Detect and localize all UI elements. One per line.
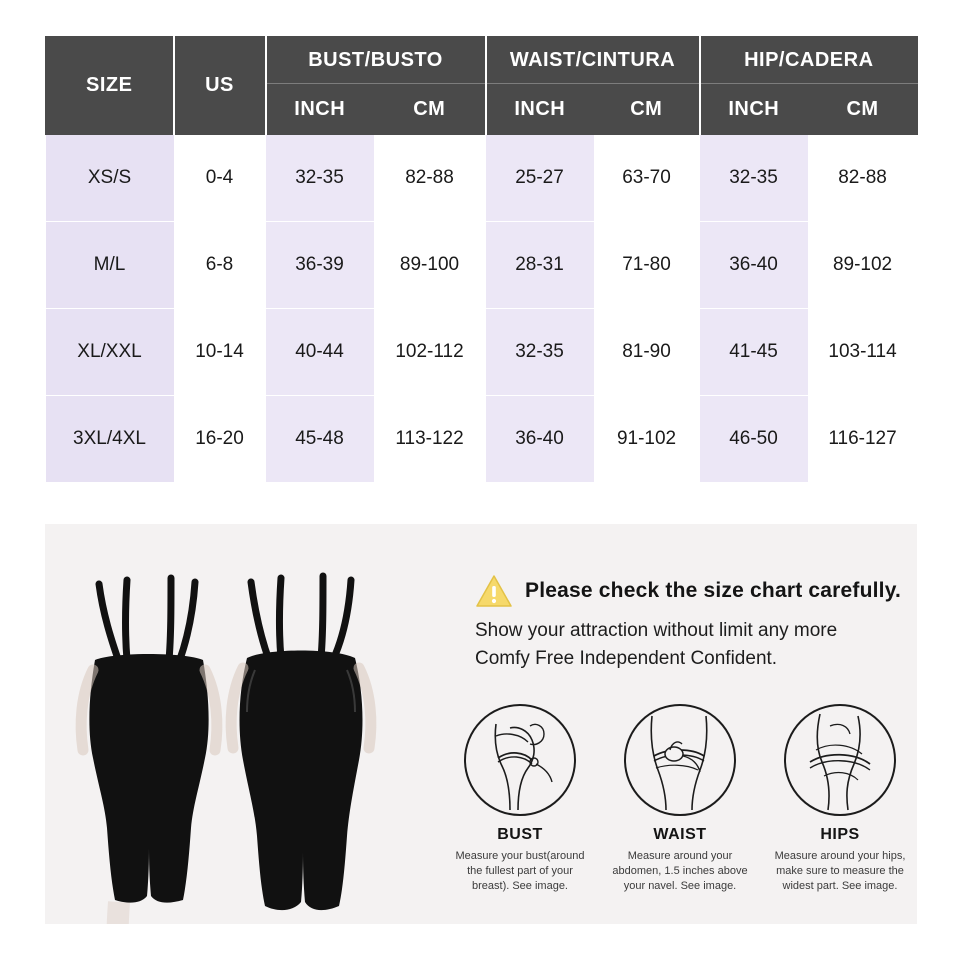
shapewear-illustration: [53, 544, 413, 924]
cell-waist-cm: 63-70: [594, 135, 700, 222]
column-group-hip: HIP/CADERA: [700, 37, 918, 84]
shapewear-front-view: [81, 578, 217, 924]
cell-hip-cm: 103-114: [808, 309, 918, 396]
cell-size: XL/XXL: [46, 309, 174, 396]
cell-hip-cm: 89-102: [808, 222, 918, 309]
cell-bust-inch: 40-44: [266, 309, 374, 396]
measure-guide-hips: [765, 704, 915, 894]
cell-us: 0-4: [174, 135, 266, 222]
cell-waist-cm: 91-102: [594, 396, 700, 483]
measure-label: BUST: [497, 826, 543, 843]
cell-waist-cm: 71-80: [594, 222, 700, 309]
warning-triangle-icon: [475, 574, 513, 608]
measure-label: HIPS: [820, 826, 860, 843]
column-header-hip-inch: INCH: [700, 84, 808, 135]
cell-hip-inch: 41-45: [700, 309, 808, 396]
table-row: [46, 309, 918, 396]
column-group-waist: WAIST/CINTURA: [486, 37, 700, 84]
product-info-panel: [45, 524, 917, 924]
column-header-waist-inch: INCH: [486, 84, 594, 135]
cell-size: XS/S: [46, 135, 174, 222]
size-chart-table: [45, 36, 918, 482]
notice-block: [475, 574, 911, 671]
column-header-hip-cm: CM: [808, 84, 918, 135]
cell-us: 6-8: [174, 222, 266, 309]
cell-waist-inch: 32-35: [486, 309, 594, 396]
cell-bust-cm: 113-122: [374, 396, 486, 483]
bust-measure-icon: [464, 704, 576, 816]
measure-description: Measure around your abdomen, 1.5 inches above your navel. See image.: [612, 850, 748, 892]
table-row: [46, 222, 918, 309]
column-header-us: US: [174, 37, 266, 135]
cell-waist-cm: 81-90: [594, 309, 700, 396]
cell-waist-inch: 28-31: [486, 222, 594, 309]
notice-line-1: Show your attraction without limit any more: [475, 620, 838, 641]
cell-size: M/L: [46, 222, 174, 309]
measure-description: Measure your bust(around the fullest part of your breast). See image.: [455, 850, 585, 892]
cell-bust-inch: 45-48: [266, 396, 374, 483]
notice-line-2: Comfy Free Independent Confident.: [475, 647, 778, 669]
measure-guide-waist: [605, 704, 755, 894]
cell-hip-inch: 46-50: [700, 396, 808, 483]
table-header-row-groups: [46, 37, 918, 84]
cell-us: 10-14: [174, 309, 266, 396]
shapewear-back-view: [231, 576, 371, 910]
cell-hip-cm: 82-88: [808, 135, 918, 222]
size-chart-container: [45, 36, 917, 482]
cell-waist-inch: 25-27: [486, 135, 594, 222]
cell-hip-inch: 36-40: [700, 222, 808, 309]
cell-us: 16-20: [174, 396, 266, 483]
cell-bust-cm: 102-112: [374, 309, 486, 396]
hips-measure-icon: [784, 704, 896, 816]
column-header-bust-inch: INCH: [266, 84, 374, 135]
cell-bust-cm: 89-100: [374, 222, 486, 309]
column-header-bust-cm: CM: [374, 84, 486, 135]
column-header-waist-cm: CM: [594, 84, 700, 135]
measure-description: Measure around your hips, make sure to measure the widest part. See image.: [774, 850, 906, 892]
table-row: [46, 135, 918, 222]
cell-bust-cm: 82-88: [374, 135, 486, 222]
cell-bust-inch: 32-35: [266, 135, 374, 222]
cell-hip-inch: 32-35: [700, 135, 808, 222]
cell-bust-inch: 36-39: [266, 222, 374, 309]
cell-waist-inch: 36-40: [486, 396, 594, 483]
measure-label: WAIST: [653, 826, 707, 843]
notice-title-row: [475, 574, 911, 608]
measure-guide-group: [445, 704, 915, 894]
product-photos: [53, 544, 413, 924]
column-header-size: SIZE: [46, 37, 174, 135]
notice-title: Please check the size chart carefully.: [525, 579, 902, 602]
measure-guide-bust: [445, 704, 595, 894]
table-row: [46, 396, 918, 483]
cell-hip-cm: 116-127: [808, 396, 918, 483]
waist-measure-icon: [624, 704, 736, 816]
cell-size: 3XL/4XL: [46, 396, 174, 483]
column-group-bust: BUST/BUSTO: [266, 37, 486, 84]
